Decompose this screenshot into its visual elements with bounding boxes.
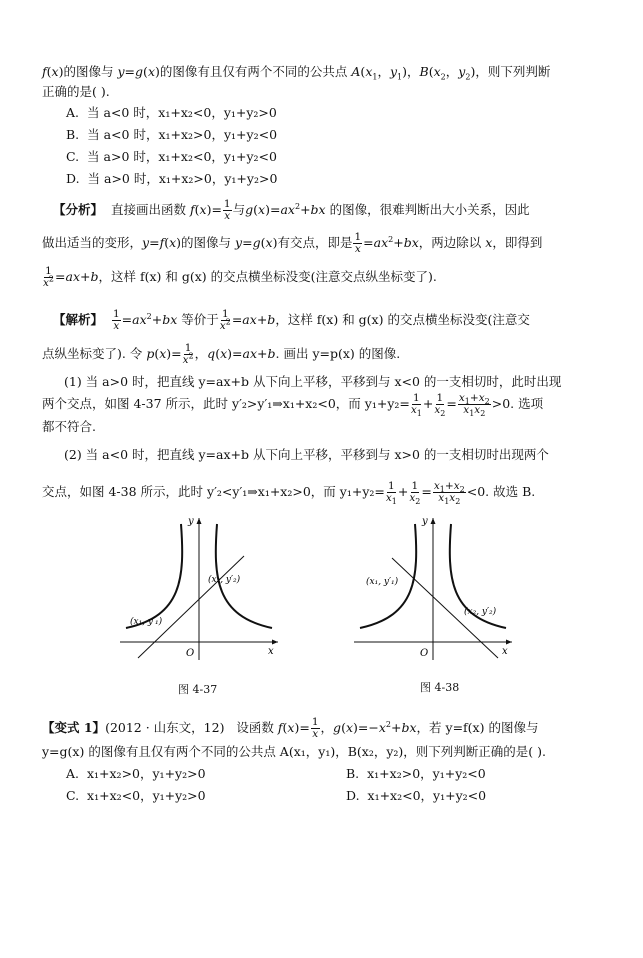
point-label-1: (x₁, y′₁) [130, 617, 163, 627]
option-label: D. [66, 171, 80, 186]
point-label-2: (x₂, y′₂) [208, 575, 241, 585]
x-axis-arrow [506, 640, 512, 645]
analysis-text: 与 [232, 202, 246, 217]
fraction-1-over-x: $\frac{1}{x}$ [223, 198, 231, 222]
solution-tag: 【解析】 [53, 312, 104, 327]
solution-line-2: 点纵坐标变了). 令 p(x)= $\frac{1}{x^2}$ ，q(x)=ax+b. 画出 y=p(x) 的图像. [42, 342, 401, 366]
problem-stem-line-1: f(x)的图像与 y=g(x)的图像有且仅有两个不同的公共点 $A(x_1$，$y_1$)，$B(x_2$，$y_2$)，则下列判断 [42, 64, 551, 82]
case-2-line-1: (2) 当 a<0 时，把直线 y=ax+b 从下向上平移，平移到与 x>0 的一支相切时出现两个 [64, 447, 549, 462]
variant-line-1: 【变式 1】(2012 · 山东文，12) 设函数 f(x)= $\frac{1}{x}$ ，$g(x)=-x^2+bx$，若 y=f(x) 的图像与 [42, 716, 539, 740]
option-text: 当 a<0 时，x₁+x₂<0，y₁+y₂>0 [86, 105, 277, 120]
point-label-2: (x₂, y′₂) [464, 607, 497, 617]
option-text: 当 a>0 时，x₁+x₂>0，y₁+y₂>0 [87, 171, 278, 186]
solution-text: 这样 f(x) 和 g(x) 的交点横坐标没变(注意交 [287, 312, 530, 327]
variant-option-c [66, 787, 206, 805]
variant-line-2: y=g(x) 的图像有且仅有两个不同的公共点 A(x₁，y₁)，B(x₂，y₂)，则下列判断正确的是( ). [42, 744, 546, 759]
case-1-line-2: 两个交点，如图 4-37 所示，此时 y′₂>y′₁⇒x₁+x₂<0，而 y₁+y₂= $\frac{1}{x_1}$ + $\frac{1}{x_2}$ = $\frac{x_1+x_2}{x_1x_2}$ >0. 选项 [42, 392, 544, 419]
fraction-1-over-x2-sub: $\frac{1}{x_2}$ [434, 392, 446, 419]
analysis-text: 这样 f(x) 和 g(x) 的交点横坐标没变(注意交点纵坐标变了). [111, 269, 437, 284]
y-axis-label: y [422, 516, 428, 527]
fraction-1-over-x: $\frac{1}{x}$ [112, 308, 120, 332]
y-axis-arrow [431, 518, 436, 524]
variant-option-d [346, 787, 486, 805]
solution-text: 交点，如图 4-38 所示，此时 y′₂<y′₁⇒x₁+x₂>0，而 y₁+y₂= [42, 484, 385, 499]
analysis-text: 直接画出函数 [110, 202, 186, 217]
analysis-line-3: $\frac{1}{x^2}$ =ax+b，这样 f(x) 和 g(x) 的交点横坐标没变(注意交点纵坐标变了). [43, 265, 437, 289]
tangent-line [138, 556, 244, 658]
variant-text: 设函数 [236, 720, 274, 735]
case-1-line-3: 都不符合. [42, 419, 96, 434]
case-2-line-2: 交点，如图 4-38 所示，此时 y′₂<y′₁⇒x₁+x₂>0，而 y₁+y₂= $\frac{1}{x_1}$ + $\frac{1}{x_2}$ = $\frac{x_1+x_2}{x_1x_2}$ <0. 故选 B. [42, 480, 536, 507]
analysis-text: 的图像与 [181, 235, 232, 250]
option-text: x₁+x₂<0，y₁+y₂>0 [87, 788, 206, 803]
variant-option-b [346, 765, 486, 783]
origin-label: O [420, 648, 429, 659]
option-label: B. [346, 766, 360, 781]
figure-4-38 [352, 512, 522, 662]
option-label: C. [66, 788, 80, 803]
stem-text: 的图像有且仅有两个不同的公共点 [159, 64, 348, 79]
option-a [66, 104, 277, 122]
option-label: A. [66, 105, 80, 120]
origin-label: O [186, 648, 195, 659]
analysis-line-2: 做出适当的变形，y=f(x)的图像与 y=g(x)有交点，即是 $\frac{1}{x}$ $=ax^2+bx$，两边除以 x，即得到 [42, 231, 543, 255]
point-label-1: (x₁, y′₁) [366, 577, 399, 587]
option-c [66, 148, 277, 166]
y-axis-label: y [188, 516, 194, 527]
option-d [66, 170, 277, 188]
analysis-text: ，两边除以 [418, 235, 482, 250]
curve-left-branch [360, 524, 416, 628]
fraction-1-over-x: $\frac{1}{x}$ [354, 231, 362, 255]
variant-source: (2012 · 山东文，12) [105, 720, 225, 735]
fraction-sum-over-product: $\frac{x_1+x_2}{x_1x_2}$ [433, 480, 465, 507]
option-label: A. [66, 766, 80, 781]
case-1-line-1: (1) 当 a>0 时，把直线 y=ax+b 从下向上平移，平移到与 x<0 的一支相切时，此时出现 [64, 374, 562, 389]
problem-stem-line-2: 正确的是( ). [42, 84, 110, 99]
analysis-line-1: 【分析】 直接画出函数 f(x)= $\frac{1}{x}$ 与$g(x)=ax^2+bx$ 的图像，很难判断出大小关系，因此 [53, 198, 530, 222]
analysis-text: 的图像，很难判断出大小关系，因此 [329, 202, 530, 217]
solution-text: >0. 选项 [491, 396, 544, 411]
fraction-1-over-x: $\frac{1}{x}$ [311, 716, 319, 740]
analysis-tag: 【分析】 [53, 202, 104, 217]
curve-left-branch [126, 524, 182, 628]
option-text: 当 a<0 时，x₁+x₂>0，y₁+y₂<0 [87, 127, 278, 142]
stem-text: ，则下列判断 [475, 64, 551, 79]
option-label: D. [346, 788, 360, 803]
figure-4-37-caption: 图 4-37 [178, 683, 218, 696]
option-b [66, 126, 277, 144]
option-text: 当 a>0 时，x₁+x₂<0，y₁+y₂<0 [87, 149, 277, 164]
solution-text: 两个交点，如图 4-37 所示，此时 y′₂>y′₁⇒x₁+x₂<0，而 y₁+y₂= [42, 396, 410, 411]
stem-text: 的图像与 [63, 64, 114, 79]
solution-text: <0. 故选 B. [466, 484, 536, 499]
fraction-1-over-x2: $\frac{1}{x^2}$ [219, 308, 231, 332]
option-label: B. [66, 127, 80, 142]
figure-4-38-caption: 图 4-38 [420, 681, 460, 694]
figure-4-37 [118, 512, 288, 662]
y-axis-arrow [197, 518, 202, 524]
variant-tag: 【变式 1】 [42, 720, 106, 735]
variant-text: ，若 y=f(x) 的图像与 [416, 720, 539, 735]
fraction-1-over-x2: $\frac{1}{x^2}$ [43, 265, 55, 289]
option-label: C. [66, 149, 80, 164]
x-axis-arrow [272, 640, 278, 645]
variant-option-a [66, 765, 206, 783]
option-text: x₁+x₂>0，y₁+y₂>0 [86, 766, 206, 781]
fraction-1-over-x2: $\frac{1}{x^2}$ [182, 342, 194, 366]
solution-text: 等价于 [181, 312, 219, 327]
fraction-1-over-x2-sub: $\frac{1}{x_2}$ [409, 480, 421, 507]
solution-line-1: 【解析】 $\frac{1}{x}$ $=ax^2+bx$ 等价于 $\frac{1}{x^2}$ =ax+b，这样 f(x) 和 g(x) 的交点横坐标没变(注意交 [53, 308, 530, 332]
x-axis-label: x [502, 646, 508, 657]
fraction-sum-over-product: $\frac{x_1+x_2}{x_1x_2}$ [458, 392, 490, 419]
fraction-1-over-x1: $\frac{1}{x_1}$ [385, 480, 397, 507]
option-text: x₁+x₂<0，y₁+y₂<0 [367, 788, 487, 803]
solution-text: 点纵坐标变了). 令 [42, 346, 143, 361]
analysis-text: ，即得到 [492, 235, 543, 250]
solution-text: 画出 y=p(x) 的图像. [283, 346, 401, 361]
x-axis-label: x [268, 646, 274, 657]
fraction-1-over-x1: $\frac{1}{x_1}$ [410, 392, 422, 419]
analysis-text: 有交点，即是 [277, 235, 353, 250]
analysis-text: 做出适当的变形， [42, 235, 143, 250]
option-text: x₁+x₂>0，y₁+y₂<0 [367, 766, 486, 781]
